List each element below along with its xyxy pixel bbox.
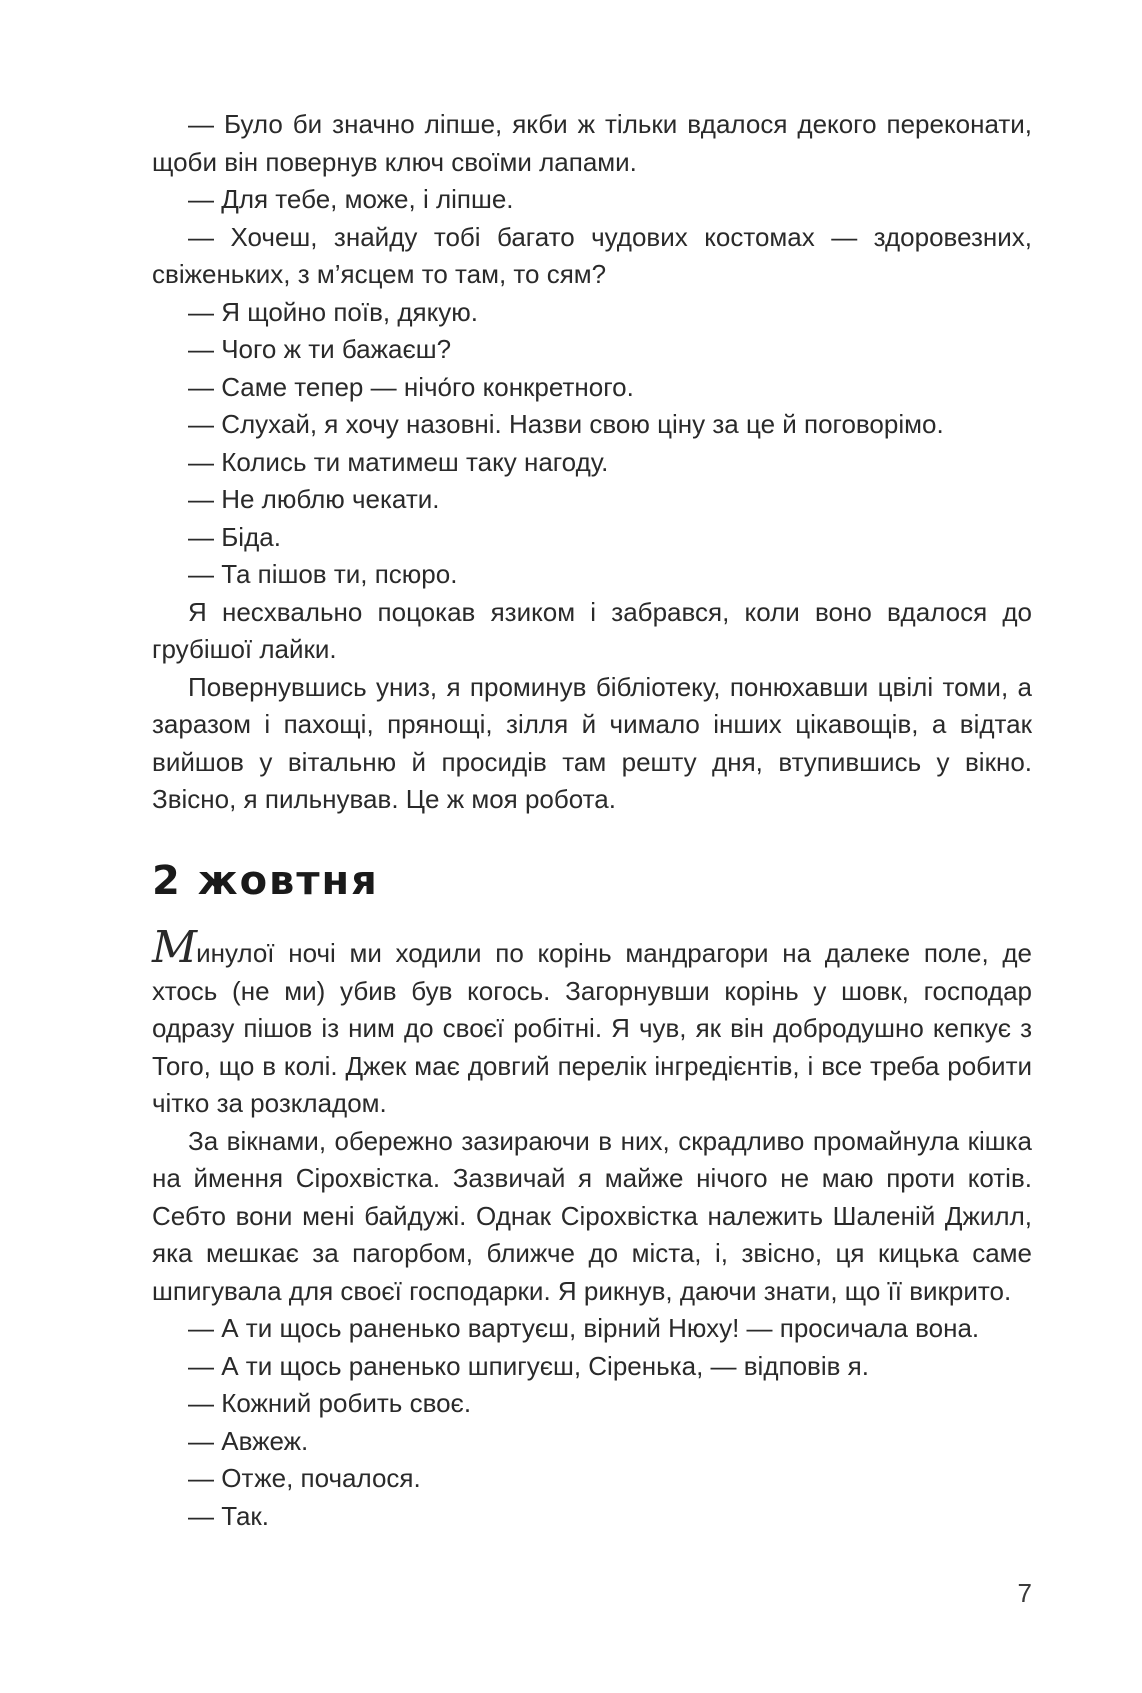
- paragraph: — Було би значно ліпше, якби ж тільки вдалося декого переконати, щоби він повернув ключ своїми лапами.: [152, 109, 1032, 177]
- first-paragraph-text: инулої ночі ми ходили по корінь мандрагори на далеке поле, де хтось (не ми) убив був когось. Загорнувши корінь у шовк, господар одразу пішов із ним до своєї робітні. Я чув, як він добродушно кепкує з Того, що в колі. Джек має довгий перелік інгредієнтів, і все треба робити чітко за розкладом.: [152, 938, 1032, 1118]
- paragraph: — Слухай, я хочу назовні. Назви свою ціну за це й поговорімо.: [188, 409, 944, 439]
- paragraph: Я несхвально поцокав язиком і забрався, коли воно вдалося до грубішої лайки.: [152, 596, 1032, 664]
- paragraph: — Колись ти матимеш таку нагоду.: [188, 446, 609, 477]
- paragraph: — Саме тепер — нічо́го конкретного.: [188, 371, 634, 402]
- chapter-text: [152, 922, 1032, 1535]
- paragraph: — Чого ж ти бажаєш?: [188, 334, 452, 364]
- paragraph: — А ти щось раненько шпигуєш, Сіренька, — відповів я.: [188, 1350, 869, 1381]
- paragraph: — Кожний робить своє.: [188, 1388, 472, 1418]
- paragraph: — Не люблю чекати.: [188, 484, 440, 514]
- paragraph: Повернувшись униз, я проминув бібліотеку, понюхавши цвілі томи, а заразом і пахощі, прянощі, зілля й чимало інших цікавощів, а відтак вийшов у вітальню й просидів там решту дня, втупившись у вікно. Звісно, я пильнував. Це ж моя робота.: [152, 671, 1032, 814]
- paragraph: — А ти щось раненько вартуєш, вірний Нюху! — просичала вона.: [188, 1313, 980, 1343]
- section-one-text: [152, 106, 1032, 819]
- paragraph: — Авжеж.: [188, 1425, 309, 1456]
- paragraph: — Для тебе, може, і ліпше.: [188, 184, 514, 214]
- paragraph: — Я щойно поїв, дякую.: [188, 296, 479, 327]
- first-paragraph: [152, 922, 1032, 1123]
- paragraph: — Хочеш, знайду тобі багато чудових костомах — здоровезних, свіженьких, з м’ясцем то там, то сям?: [152, 221, 1032, 289]
- paragraph: За вікнами, обережно зазираючи в них, скрадливо промайнула кішка на ймення Сірохвістка. Зазвичай я майже нічого не маю проти котів. Себто вони мені байдужі. Однак Сірохвістка належить Шаленій Джилл, яка мешкає за пагорбом, ближче до міста, і, звісно, ця кицька саме шпигувала для своєї господарки. Я рикнув, даючи знати, що її викрито.: [152, 1125, 1032, 1306]
- paragraph: — Та пішов ти, псюро.: [188, 559, 458, 589]
- drop-cap: М: [152, 922, 197, 973]
- page-number: 7: [1017, 1578, 1032, 1608]
- paragraph: — Біда.: [188, 521, 281, 552]
- paragraph: — Отже, почалося.: [188, 1463, 421, 1493]
- paragraph: — Так.: [188, 1500, 269, 1531]
- chapter-heading: 2 жовтня: [152, 858, 379, 904]
